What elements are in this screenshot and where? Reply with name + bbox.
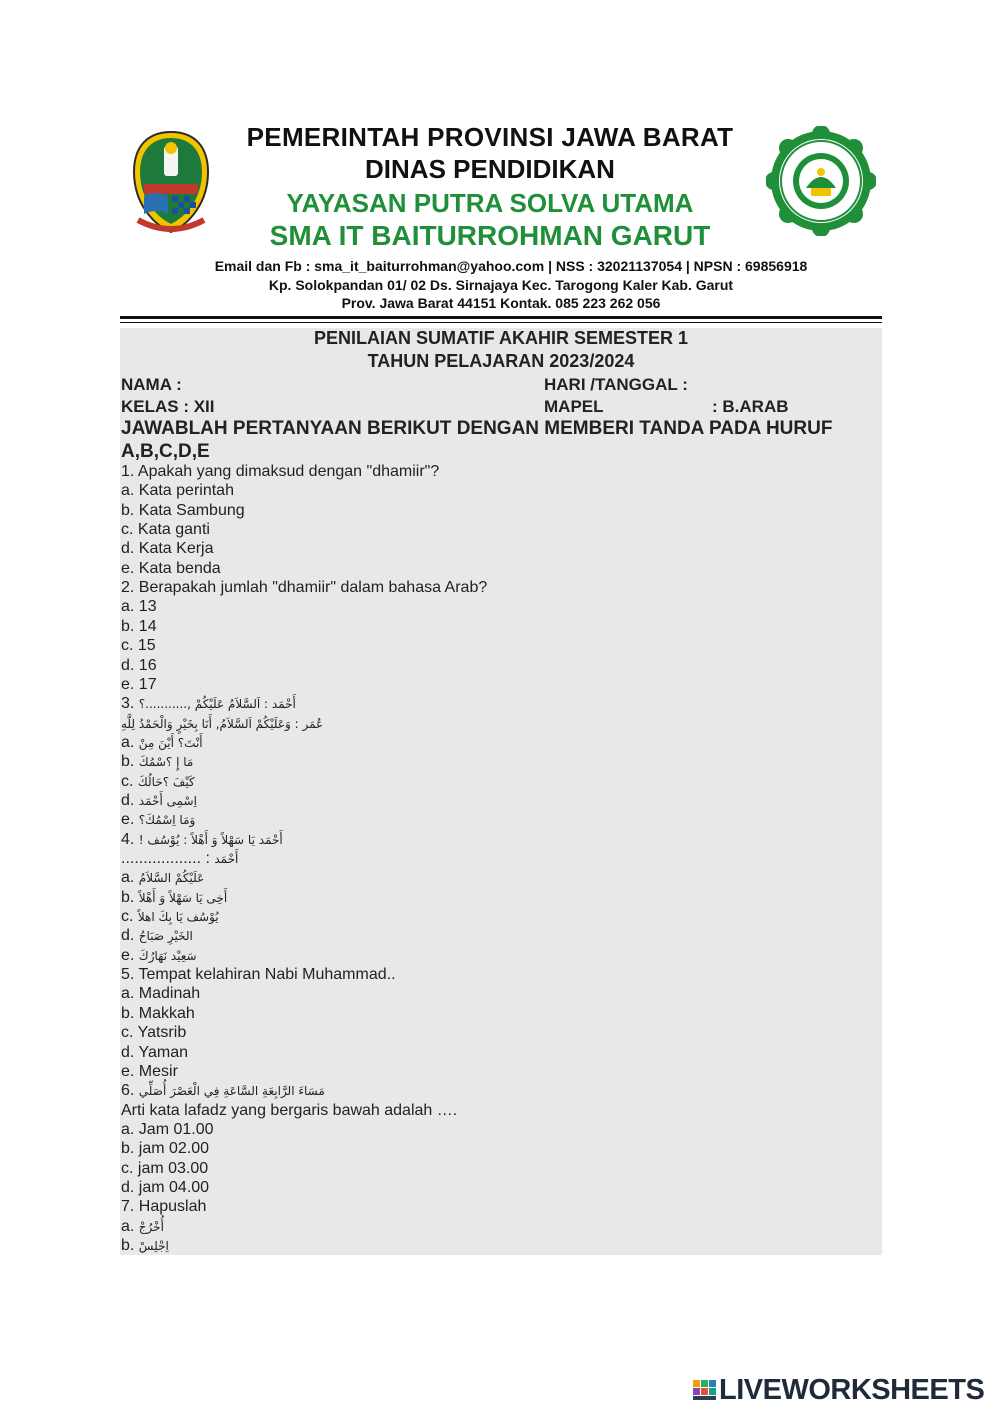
mapel-value: : B.ARAB xyxy=(712,397,789,416)
question-prefix: b. xyxy=(121,888,139,906)
instruction: JAWABLAH PERTANYAAN BERIKUT DENGAN MEMBERI TANDA PADA HURUF A,B,C,D,E xyxy=(121,418,833,462)
exam-title: PENILAIAN SUMATIF AKAHIR SEMESTER 1 xyxy=(313,328,689,348)
letterhead-foundation: YAYASAN PUTRA SOLVA UTAMA xyxy=(286,188,694,218)
question-line: d. Yaman xyxy=(121,1043,189,1061)
arabic-text: أُخْرُجْ xyxy=(138,1219,164,1234)
arabic-text: مَا إِ ؟سْمُكَ xyxy=(138,755,194,770)
question-line xyxy=(121,791,197,810)
question-line xyxy=(121,1081,325,1100)
question-prefix: c. xyxy=(121,908,138,926)
question-line xyxy=(121,830,283,849)
brand-text: LIVEWORKSHEETS xyxy=(719,1374,985,1406)
question-line: a. Jam 01.00 xyxy=(121,1120,214,1138)
question-prefix: e. xyxy=(121,946,139,964)
jawa-barat-emblem-icon xyxy=(130,128,212,236)
question-line xyxy=(121,926,193,945)
question-line xyxy=(121,772,195,791)
question-line xyxy=(121,810,195,829)
question-line: e. Kata benda xyxy=(121,559,221,577)
arabic-text: اِسْمِى أَحْمَد xyxy=(138,793,197,808)
letterhead-address: Kp. Solokpandan 01/ 02 Ds. Sirnajaya Kec. Tarogong Kaler Kab. Garut xyxy=(268,277,734,293)
question-line: a. Kata perintah xyxy=(121,482,234,500)
question-prefix: a. xyxy=(121,869,139,887)
question-line: 1. Apakah yang dimaksud dengan "dhamiir"? xyxy=(121,463,440,480)
school-letterhead xyxy=(120,120,882,328)
question-prefix: 6. xyxy=(121,1082,139,1100)
arabic-text: أَحْمَد : اَلسَّلاَمُ عَلَيْكُمْ ,...........؟ xyxy=(138,697,296,712)
worksheet-page xyxy=(120,120,882,1255)
question-line: c. Kata ganti xyxy=(121,521,210,539)
question-line: 2. Berapakah jumlah "dhamiir" dalam bahasa Arab? xyxy=(121,579,488,597)
arabic-text: أَنْتَ؟ أَيْنَ مِنْ xyxy=(138,735,203,750)
question-line: 7. Hapuslah xyxy=(121,1198,207,1216)
exam-year: TAHUN PELAJARAN 2023/2024 xyxy=(367,351,635,371)
question-line xyxy=(121,1217,164,1236)
question-prefix: a. xyxy=(121,1217,139,1235)
nama-label: NAMA : xyxy=(121,375,182,394)
question-line: d. Kata Kerja xyxy=(121,540,214,558)
question-line: b. 14 xyxy=(121,617,157,635)
question-line: Arti kata lafadz yang bergaris bawah adalah …. xyxy=(121,1101,458,1119)
question-prefix: 4. xyxy=(121,830,139,848)
arabic-text: مَسَاءَ الرَّابِعَةِ السَّاعَةِ فِي الْعَصْرَ أُصَلِّي xyxy=(138,1084,325,1099)
arabic-text: أَخِى يَا سَهْلاً وَ أَهْلاً xyxy=(138,890,228,905)
question-line: c. Yatsrib xyxy=(121,1024,187,1042)
question-prefix: d. xyxy=(121,791,139,809)
sma-it-baiturrohman-seal-icon xyxy=(766,126,876,236)
question-prefix: .................. : xyxy=(121,850,215,867)
question-line: d. jam 04.00 xyxy=(121,1178,210,1196)
question-line: e. 17 xyxy=(121,675,157,693)
letterhead-government: PEMERINTAH PROVINSI JAWA BARAT xyxy=(246,122,734,152)
question-line: a. Madinah xyxy=(121,985,201,1003)
letterhead-divider-thin xyxy=(120,322,882,323)
arabic-text: الخَيْرِ صَبَاحُ xyxy=(138,929,193,944)
letterhead-province: Prov. Jawa Barat 44151 Kontak. 085 223 262 056 xyxy=(341,295,661,311)
liveworksheets-logo-icon xyxy=(693,1378,717,1402)
question-line: c. 15 xyxy=(121,637,156,655)
kelas-label: KELAS : XII xyxy=(121,397,215,416)
arabic-text: كَيْفَ ؟حَالُكَ xyxy=(137,774,195,789)
question-line: c. jam 03.00 xyxy=(121,1159,209,1177)
arabic-text: سَعِيْد نَهَارُكَ xyxy=(138,948,197,963)
question-prefix: 3. xyxy=(121,695,139,713)
question-prefix: b. xyxy=(121,1237,139,1254)
question-prefix: d. xyxy=(121,927,139,945)
arabic-text: أَحْمَد xyxy=(214,852,239,866)
question-line xyxy=(121,907,219,926)
question-line xyxy=(121,868,204,887)
question-prefix: c. xyxy=(121,772,138,790)
arabic-text: عُمَر : وَعَلَيْكُمْ اَلسَّلاَمُ, أَنَا بِخَيْرٍ وَالْحَمْدُ لِلَّهِ xyxy=(121,716,324,731)
question-line: b. Makkah xyxy=(121,1004,195,1022)
hari-tanggal-label: HARI /TANGGAL : xyxy=(544,375,688,394)
arabic-text: عَلَيْكُمْ السَّلاَمُ xyxy=(138,871,205,886)
letterhead-divider xyxy=(120,316,882,319)
arabic-text: يُوْسُف يَا بِكَ اهلاً xyxy=(137,910,219,925)
mapel-label: MAPEL xyxy=(544,397,604,416)
question-line xyxy=(121,714,323,733)
question-line: a. 13 xyxy=(121,598,157,616)
question-prefix: e. xyxy=(121,811,139,829)
question-line xyxy=(121,849,238,868)
letterhead-contact: Email dan Fb : sma_it_baiturrohman@yahoo.com | NSS : 32021137054 | NPSN : 69856918 xyxy=(214,258,808,274)
question-line: e. Mesir xyxy=(121,1062,178,1080)
arabic-text: اِجْلِسْ xyxy=(138,1239,169,1253)
question-prefix: b. xyxy=(121,753,139,771)
arabic-text: أَحْمَد يَا سَهْلاً وَ أَهْلاً : يُوْسُف ! xyxy=(138,832,283,847)
question-line xyxy=(121,694,296,713)
question-line: 5. Tempat kelahiran Nabi Muhammad.. xyxy=(121,966,396,984)
letterhead-school-name: SMA IT BAITURROHMAN GARUT xyxy=(269,220,711,251)
letterhead-department: DINAS PENDIDIKAN xyxy=(365,154,615,184)
question-line xyxy=(121,752,193,771)
question-line: b. Kata Sambung xyxy=(121,501,245,519)
question-line xyxy=(121,1236,169,1255)
question-line: d. 16 xyxy=(121,656,157,674)
question-line xyxy=(121,733,203,752)
question-prefix: a. xyxy=(121,733,139,751)
question-line xyxy=(121,946,197,965)
arabic-text: وَمَا اِسْمُكَ؟ xyxy=(138,813,196,828)
question-line: b. jam 02.00 xyxy=(121,1140,210,1158)
question-line xyxy=(121,888,227,907)
